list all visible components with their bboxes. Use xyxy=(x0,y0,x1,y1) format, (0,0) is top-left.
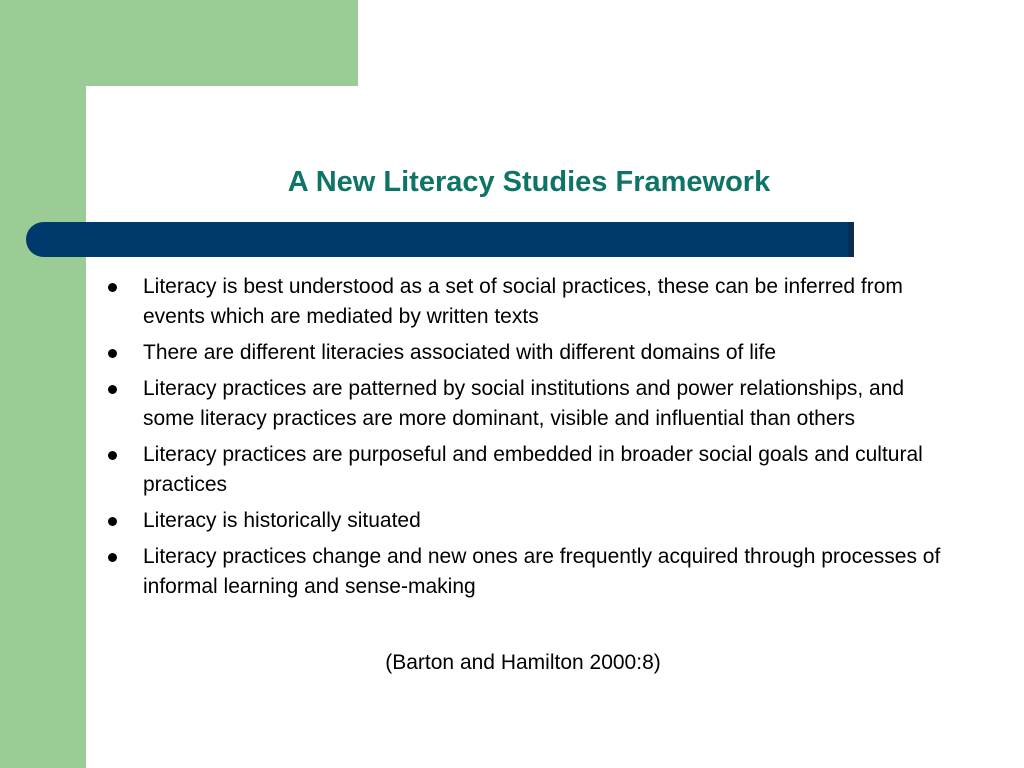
bullet-text: Literacy practices change and new ones are frequently acquired through processes of informal learning and sense-making xyxy=(143,545,941,598)
bullet-dot-icon xyxy=(108,553,117,562)
slide-title: A New Literacy Studies Framework xyxy=(287,166,771,198)
bullet-dot-icon xyxy=(108,283,117,292)
bullet-item xyxy=(100,506,960,536)
bullet-item xyxy=(100,440,960,500)
title-underline-bar-end xyxy=(848,222,854,257)
bullet-text: Literacy practices are purposeful and embedded in broader social goals and cultural practices xyxy=(143,443,923,496)
title-underline-bar xyxy=(26,222,853,257)
bullet-dot-icon xyxy=(108,517,117,526)
bullet-dot-icon xyxy=(108,451,117,460)
bullet-dot-icon xyxy=(108,349,117,358)
green-left-band xyxy=(0,0,86,768)
bullet-dot-icon xyxy=(108,385,117,394)
bullet-item xyxy=(100,338,960,368)
bullet-text: Literacy practices are patterned by social institutions and power relationships, and some literacy practices are more dominant, visible and influential than others xyxy=(143,377,905,430)
bullet-text: There are different literacies associated with different domains of life xyxy=(143,341,777,364)
bullet-list xyxy=(100,272,960,608)
bullet-item xyxy=(100,374,960,434)
bullet-item xyxy=(100,272,960,332)
bullet-text: Literacy is historically situated xyxy=(143,509,421,532)
citation: (Barton and Hamilton 2000:8) xyxy=(385,651,661,674)
green-top-band xyxy=(0,0,358,86)
bullet-text: Literacy is best understood as a set of social practices, these can be inferred from events which are mediated by written texts xyxy=(143,275,903,328)
bullet-item xyxy=(100,542,960,602)
